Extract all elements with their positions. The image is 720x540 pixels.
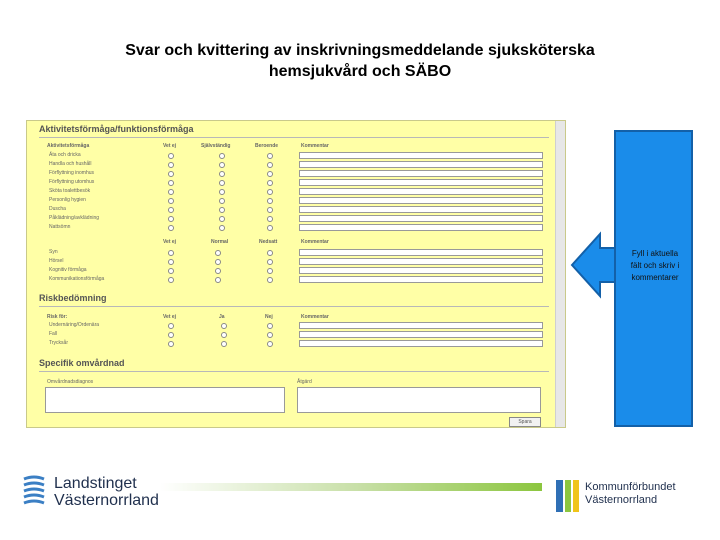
comment-input[interactable] (299, 322, 543, 329)
row-label: Äta och dricka (49, 152, 81, 158)
kommunforbundet-logo (556, 478, 706, 514)
radio-option[interactable] (168, 225, 174, 231)
radio-option[interactable] (267, 153, 273, 159)
row-label: Nattsömn (49, 224, 71, 230)
col-vet-ej: Vet ej (163, 314, 177, 320)
radio-option[interactable] (267, 198, 273, 204)
radio-option[interactable] (219, 162, 225, 168)
form-scrollbar[interactable] (555, 121, 565, 427)
col-vet-ej: Vet ej (163, 239, 177, 245)
row-label: Syn (49, 249, 58, 255)
radio-option[interactable] (221, 332, 227, 338)
radio-option[interactable] (267, 207, 273, 213)
radio-option[interactable] (168, 259, 174, 265)
radio-option[interactable] (168, 198, 174, 204)
radio-option[interactable] (168, 207, 174, 213)
col-kommentar: Kommentar (301, 239, 329, 245)
footer-bar-right (360, 483, 542, 491)
col-sjalvstandig: Självständig (201, 143, 231, 149)
radio-option[interactable] (168, 189, 174, 195)
callout-line3: kommentarer (631, 273, 679, 282)
radio-option[interactable] (267, 323, 273, 329)
col-nej: Nej (265, 314, 273, 320)
row-label: Undernäring/Ordenära (49, 322, 100, 328)
section-risk-title: Riskbedömning (39, 293, 107, 303)
comment-input[interactable] (299, 152, 543, 159)
col-risk-label: Risk för: (47, 314, 68, 320)
comment-input[interactable] (299, 340, 543, 347)
form-screenshot (26, 120, 566, 428)
radio-option[interactable] (219, 225, 225, 231)
radio-option[interactable] (168, 180, 174, 186)
radio-option[interactable] (215, 277, 221, 283)
row-label: Duscha (49, 206, 66, 212)
landstinget-name-line1: Landstinget (54, 475, 137, 492)
radio-option[interactable] (267, 250, 273, 256)
comment-input[interactable] (299, 224, 543, 231)
landstinget-logo (22, 473, 162, 513)
radio-option[interactable] (219, 153, 225, 159)
row-label: Sköta toalettbesök (49, 188, 91, 194)
radio-option[interactable] (267, 216, 273, 222)
radio-option[interactable] (168, 323, 174, 329)
row-label: Personlig hygien (49, 197, 86, 203)
radio-option[interactable] (219, 180, 225, 186)
radio-option[interactable] (219, 171, 225, 177)
row-label: Fall (49, 331, 58, 337)
col-normal: Normal (211, 239, 229, 245)
comment-input[interactable] (299, 249, 543, 256)
row-label: Kognitiv förmåga (49, 267, 87, 273)
section-divider (39, 371, 549, 372)
kommunforbundet-name-line1: Kommunförbundet (585, 481, 676, 493)
radio-option[interactable] (168, 162, 174, 168)
callout-text (618, 248, 692, 284)
radio-option[interactable] (267, 259, 273, 265)
radio-option[interactable] (267, 268, 273, 274)
section-care-title: Specifik omvårdnad (39, 358, 125, 368)
row-label: Handla och hushåll (49, 161, 92, 167)
comment-input[interactable] (299, 170, 543, 177)
callout-arrow-icon (570, 230, 620, 300)
landstinget-name-line2: Västernorrland (54, 492, 159, 509)
col-beroende: Beroende (255, 143, 279, 149)
row-label: Trycksår (49, 340, 68, 346)
col-nedsatt: Nedsatt (259, 239, 278, 245)
radio-option[interactable] (168, 171, 174, 177)
col-activity-label: Aktivitetsförmåga (47, 143, 90, 149)
radio-option[interactable] (221, 323, 227, 329)
col-vet-ej: Vet ej (163, 143, 177, 149)
slide-title-line2: hemsjukvård och SÄBO (268, 63, 452, 80)
radio-option[interactable] (267, 189, 273, 195)
radio-option[interactable] (168, 250, 174, 256)
radio-option[interactable] (215, 268, 221, 274)
radio-option[interactable] (221, 341, 227, 347)
radio-option[interactable] (168, 268, 174, 274)
radio-option[interactable] (219, 189, 225, 195)
radio-option[interactable] (267, 332, 273, 338)
comment-input[interactable] (299, 331, 543, 338)
col-ja: Ja (219, 314, 225, 320)
comment-input[interactable] (299, 276, 543, 283)
kommunforbundet-emblem-icon (556, 480, 580, 512)
comment-input[interactable] (299, 179, 543, 186)
row-label: Förflyttning inomhus (49, 170, 95, 176)
radio-option[interactable] (168, 153, 174, 159)
radio-option[interactable] (219, 216, 225, 222)
comment-input[interactable] (299, 206, 543, 213)
diagnosis-textarea[interactable] (45, 387, 285, 413)
radio-option[interactable] (267, 180, 273, 186)
row-label: Hörsel (49, 258, 64, 264)
radio-option[interactable] (215, 259, 221, 265)
radio-option[interactable] (168, 277, 174, 283)
row-label: Kommunikationsförmåga (49, 276, 105, 282)
comment-input[interactable] (299, 267, 543, 274)
landstinget-emblem-icon (22, 475, 46, 509)
comment-input[interactable] (299, 258, 543, 265)
kommunforbundet-name-line2: Västernorrland (585, 494, 658, 506)
comment-input[interactable] (299, 215, 543, 222)
slide-title-line1: Svar och kvittering av inskrivningsmeddelande sjuksköterska (125, 42, 595, 59)
callout-line1: Fyll i aktuella (631, 249, 679, 258)
radio-option[interactable] (267, 162, 273, 168)
section-divider (39, 137, 549, 138)
radio-option[interactable] (267, 277, 273, 283)
section-activity-title: Aktivitetsförmåga/funktionsförmåga (39, 124, 194, 134)
section-divider (39, 306, 549, 307)
radio-option[interactable] (267, 171, 273, 177)
radio-option[interactable] (219, 198, 225, 204)
radio-option[interactable] (168, 341, 174, 347)
col-kommentar: Kommentar (301, 143, 329, 149)
slide-title (60, 40, 660, 82)
save-button[interactable]: Spara (509, 417, 541, 427)
action-label: Åtgärd (297, 379, 312, 385)
comment-input[interactable] (299, 197, 543, 204)
radio-option[interactable] (219, 207, 225, 213)
comment-input[interactable] (299, 188, 543, 195)
radio-option[interactable] (168, 216, 174, 222)
diagnosis-label: Omvårdnadsdiagnos (47, 379, 94, 385)
radio-option[interactable] (168, 332, 174, 338)
radio-option[interactable] (215, 250, 221, 256)
comment-input[interactable] (299, 161, 543, 168)
radio-option[interactable] (267, 225, 273, 231)
callout-line2: fält och skriv i (630, 261, 680, 270)
action-textarea[interactable] (297, 387, 541, 413)
col-kommentar: Kommentar (301, 314, 329, 320)
radio-option[interactable] (267, 341, 273, 347)
footer-bar-left (160, 483, 360, 491)
row-label: Förflyttning utomhus (49, 179, 95, 185)
row-label: Påklädning/avklädning (49, 215, 100, 221)
